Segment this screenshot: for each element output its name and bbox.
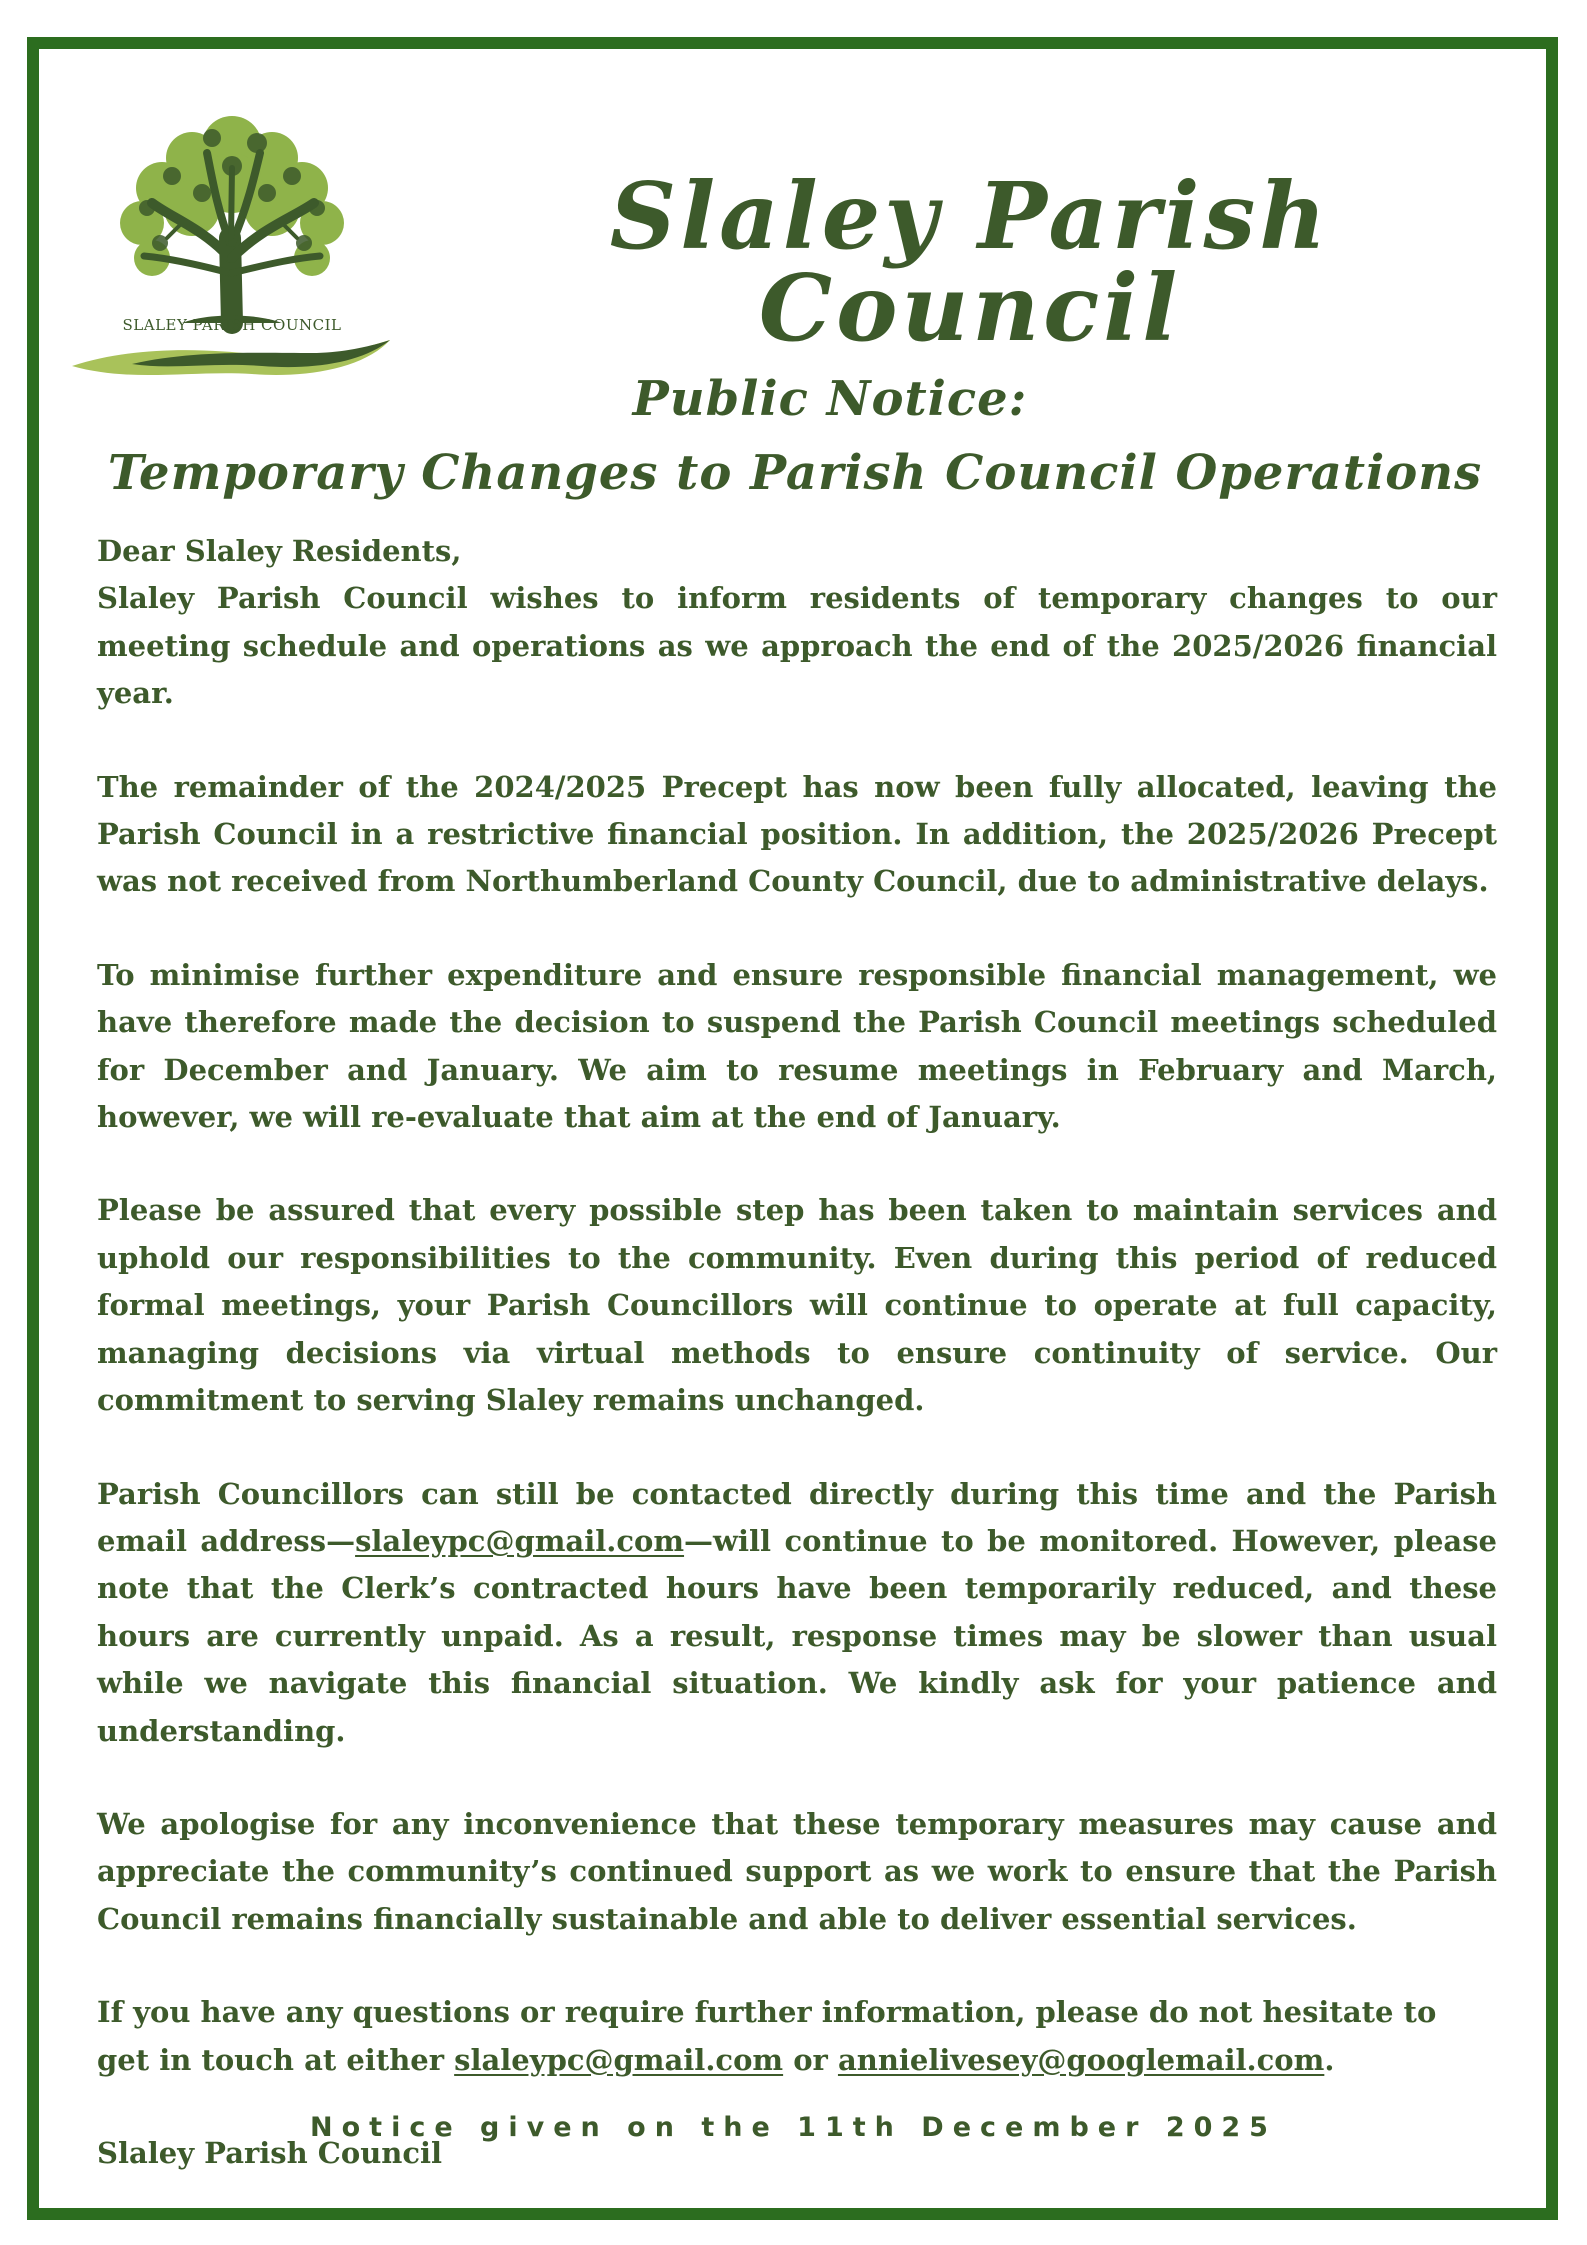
questions-paragraph (97, 1989, 1497, 2084)
notice-title-line-2: Temporary Changes to Parish Council Operations (107, 445, 1483, 501)
notice-body (97, 528, 1497, 2223)
intro-paragraph: Slaley Parish Council wishes to inform residents of temporary changes to our meeting schedule and operations as we approach the end of the 2025/2026 financial year. (97, 581, 1497, 711)
contact-paragraph (97, 1471, 1497, 1755)
notice-title-line-1: Public Notice: (632, 371, 1028, 427)
questions-text-end: . (1324, 2042, 1335, 2077)
tree-icon (120, 116, 344, 323)
signoff: Slaley Parish Council (97, 2135, 443, 2170)
parish-email-link-2[interactable]: slaleypc@gmail.com (454, 2042, 784, 2077)
council-name-heading: Slaley Parish Council (609, 162, 1331, 362)
notice-title (90, 362, 1500, 510)
assurance-paragraph: Please be assured that every possible step has been taken to maintain services and uphold our responsibilities to the community. Even during this period of reduced formal meetings, your Parish Councillors will continue to operate at full capacity, managing decisions via virtual methods to ensure continuity of service. Our commitment to serving Slaley remains unchanged. (97, 1193, 1497, 1418)
notice-date: Notice given on the 11th December 2025 (310, 2112, 1277, 2143)
meetings-paragraph: To minimise further expenditure and ensure responsible financial management, we have therefore made the decision to suspend the Parish Council meetings scheduled for December and January. We aim to resume meetings in February and March, however, we will re-evaluate that aim at the end of January. (97, 957, 1497, 1135)
precept-paragraph: The remainder of the 2024/2025 Precept has now been fully allocated, leaving the Parish Council in a restrictive financial position. In addition, the 2025/2026 Precept was not received from Northumberland County Council, due to administrative delays. (97, 769, 1497, 899)
apology-paragraph: We apologise for any inconvenience that these temporary measures may cause and appreciate the community’s continued support as we work to ensure that the Parish Council remains financially sustainable and able to deliver essential services. (97, 1806, 1497, 1936)
questions-text-mid: or (783, 2042, 838, 2077)
council-logo (72, 108, 392, 393)
greeting: Dear Slaley Residents, (97, 534, 462, 568)
clerk-email-link[interactable]: annielivesey@googlemail.com (837, 2042, 1325, 2077)
logo-text: SLALEY PARISH COUNCIL (122, 316, 342, 334)
parish-email-link[interactable]: slaleypc@gmail.com (355, 1523, 685, 1558)
contact-text-after: —will continue to be monitored. However, please note that the Clerk’s contracted hours have been temporarily reduced, and these hours are currently unpaid. As a result, response times may be slower than usual while we navigate this financial situation. We kindly ask for your patience and understanding. (97, 1523, 1497, 1748)
contact-text-before: Parish Councillors can still be contacted directly during this time and the Parish email address— (97, 1476, 1497, 1558)
questions-text-before: If you have any questions or require further information, please do not hesitate to get in touch at either (97, 1995, 1437, 2077)
